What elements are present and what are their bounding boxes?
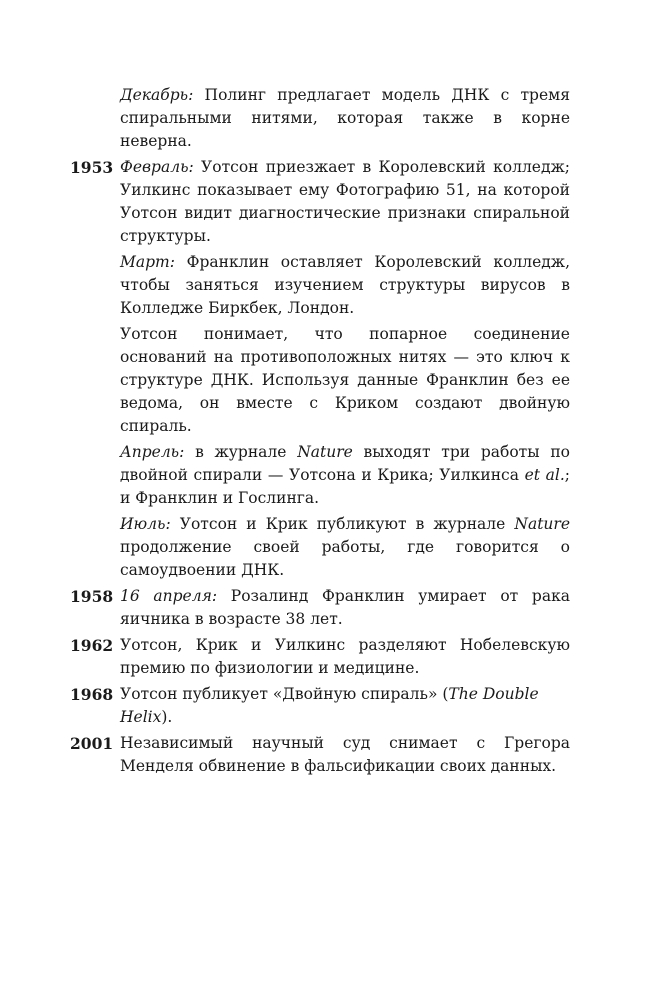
entry-paragraph: 16 апреля: Розалинд Франклин умирает от рака яичника в возрасте 38 лет. (120, 587, 570, 628)
entry-text (120, 156, 570, 585)
entry-paragraph: Февраль: Уотсон приезжает в Королевский колледж; Уилкинс показывает ему Фотографию 51, на которой Уотсон видит диагностические признаки спиральной структуры. (120, 158, 570, 245)
book-title: The Double Helix (120, 685, 539, 726)
journal-title: Nature (514, 515, 570, 533)
entry-text (120, 585, 570, 634)
month-label: Апрель: (120, 443, 185, 461)
entry-paragraph: Март: Франклин оставляет Королевский колледж, чтобы заняться изучением структуры вирусов в Колледже Биркбек, Лондон. (120, 253, 570, 317)
entry-paragraph: Независимый научный суд снимает с Грегора Менделя обвинение в фальсификации своих данных. (120, 734, 570, 775)
entry-year: 2001 (70, 734, 114, 753)
entry-text (120, 84, 570, 156)
entry-year: 1958 (70, 587, 114, 606)
entry-year: 1962 (70, 636, 114, 655)
timeline-entry (70, 156, 570, 585)
journal-title: Nature (297, 443, 353, 461)
entry-text (120, 634, 570, 683)
timeline-entry (70, 84, 570, 156)
entry-paragraph: Декабрь: Полинг предлагает модель ДНК с тремя спиральными нитями, которая также в корне неверна. (120, 86, 570, 150)
date-label: 16 апреля: (120, 587, 218, 605)
timeline-entry (70, 585, 570, 634)
entry-text (120, 732, 570, 781)
month-label: Март: (120, 253, 175, 271)
entry-year: 1968 (70, 685, 114, 704)
entry-paragraph: Уотсон публикует «Двойную спираль» (The Double Helix). (120, 685, 539, 726)
entry-paragraph: Уотсон, Крик и Уилкинс разделяют Нобелевскую премию по физиологии и медицине. (120, 636, 570, 677)
entry-year: 1953 (70, 158, 114, 177)
entry-paragraph: Апрель: в журнале Nature выходят три работы по двойной спирали — Уотсона и Крика; Уилкинса et al.; и Франклин и Гослинга. (120, 443, 570, 507)
entry-year (70, 84, 120, 156)
entry-paragraph: Июль: Уотсон и Крик публикуют в журнале Nature продолжение своей работы, где говорится о самоудвоении ДНК. (120, 515, 570, 579)
timeline-entry (70, 732, 570, 781)
month-label: Февраль: (120, 158, 194, 176)
timeline-page (70, 84, 570, 781)
month-label: Декабрь: (120, 86, 194, 104)
entry-text (120, 683, 570, 732)
timeline-entry (70, 683, 570, 732)
entry-paragraph: Уотсон понимает, что попарное соединение оснований на противоположных нитях — это ключ к структуре ДНК. Используя данные Франклин без ее ведома, он вместе с Криком создают двойную спираль. (120, 325, 570, 435)
month-label: Июль: (120, 515, 171, 533)
timeline-entry (70, 634, 570, 683)
